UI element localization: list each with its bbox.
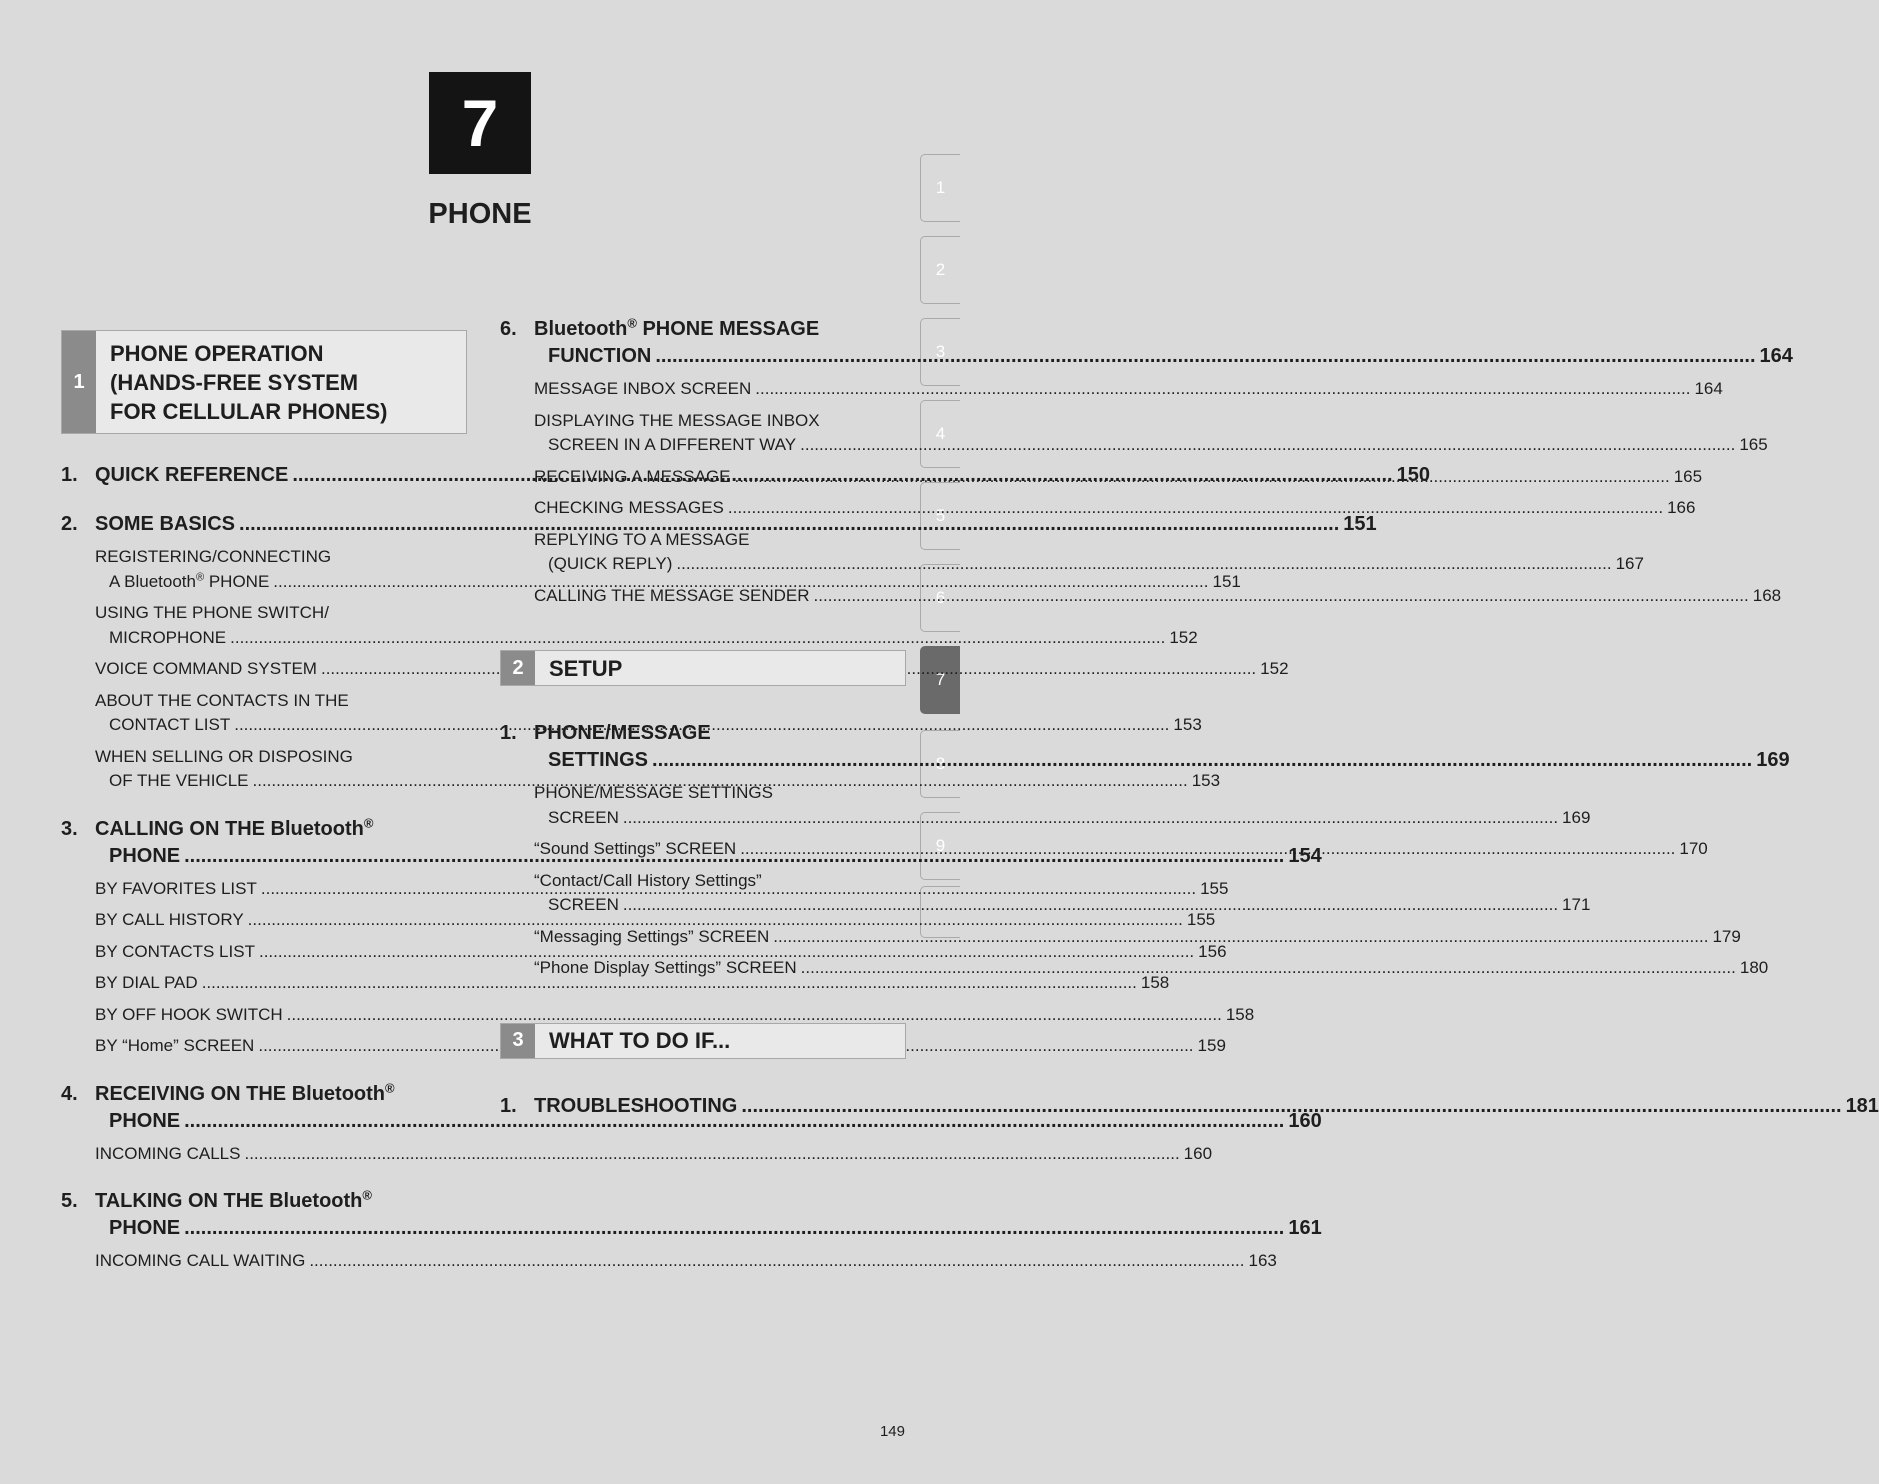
page-ref: 169: [1562, 807, 1591, 827]
page-ref: 164: [1694, 379, 1723, 398]
chapter-number: 7: [461, 86, 499, 160]
page-ref: 181: [1845, 1094, 1879, 1117]
item-label: BY CALL HISTORY: [95, 910, 244, 929]
chapter-label: PHONE/MESSAGE: [534, 722, 711, 744]
page-number: 149: [879, 1423, 905, 1440]
page-ref: 156: [1198, 941, 1227, 961]
page-ref: 180: [1739, 958, 1769, 977]
item-label: RECEIVING A MESSAGE: [534, 466, 731, 486]
page-ref: 160: [1183, 1143, 1213, 1163]
chapter-num: 4.: [61, 1082, 78, 1105]
toc-item[interactable]: [95, 601, 1198, 650]
item-label: INCOMING CALL WAITING: [95, 1251, 306, 1270]
item-label: CHECKING MESSAGES: [534, 498, 724, 517]
toc-chapter-4[interactable]: 4. RECEIVING ON THE Bluetooth® PHONE ..... 160: [61, 1081, 467, 1135]
item-label: OF THE VEHICLE: [109, 771, 249, 790]
page-ref: 165: [1739, 435, 1768, 454]
toc-item[interactable]: [534, 584, 1782, 609]
chapter-label: SOME BASICS: [95, 513, 236, 535]
toc-item[interactable]: [534, 925, 1741, 950]
page-ref: 164: [1759, 345, 1793, 367]
page-ref: 165: [1673, 466, 1703, 486]
section-number: 3: [501, 1024, 535, 1058]
toc-item[interactable]: [534, 409, 1768, 458]
chapter-label: QUICK REFERENCE: [95, 464, 289, 486]
item-label: A Bluetooth: [109, 571, 196, 591]
page-ref: 150: [1396, 464, 1430, 486]
page-ref: 154: [1288, 844, 1322, 867]
item-label: “Contact/Call History Settings”: [534, 870, 762, 890]
page-ref: 166: [1667, 498, 1696, 517]
section-2-header: [500, 650, 906, 686]
chapter-label: RECEIVING ON THE Bluetooth: [95, 1082, 385, 1105]
toc-item[interactable]: [534, 781, 1591, 830]
toc-item[interactable]: [534, 377, 1723, 402]
toc-item[interactable]: [95, 971, 1170, 996]
page-ref: 167: [1615, 554, 1644, 573]
item-label: INCOMING CALLS: [95, 1143, 241, 1163]
chapter-label: TALKING ON THE Bluetooth: [95, 1190, 363, 1212]
page-ref: 155: [1186, 910, 1216, 929]
section-title-line: PHONE OPERATION: [110, 340, 324, 366]
item-label: CALLING THE MESSAGE SENDER: [534, 585, 810, 605]
chapter-label: PHONE: [109, 844, 181, 867]
page-ref: 179: [1712, 926, 1741, 946]
chapter-num: 1.: [500, 722, 517, 744]
item-label: REGISTERING/CONNECTING: [95, 547, 332, 566]
page-ref: 159: [1197, 1036, 1226, 1055]
item-label: “Phone Display Settings” SCREEN: [534, 958, 797, 977]
section-number: 2: [501, 651, 535, 685]
chapter-num: 6.: [500, 318, 517, 340]
toc-chapter-5[interactable]: 5. TALKING ON THE Bluetooth® PHONE ..... 161: [61, 1188, 467, 1242]
section-number: 1: [62, 331, 96, 433]
toc-item[interactable]: [95, 1142, 1213, 1167]
section-title: SETUP: [549, 655, 623, 681]
chapter-label: FUNCTION: [548, 345, 652, 367]
chapter-label: TROUBLESHOOTING: [534, 1094, 738, 1117]
toc-item[interactable]: REGISTERING/CONNECTING A Bluetooth® PHONE ..... 151: [95, 545, 467, 594]
item-label: CONTACT LIST: [109, 715, 231, 734]
page-ref: 169: [1756, 749, 1790, 771]
page-ref: 152: [1169, 627, 1198, 647]
item-label: USING THE PHONE SWITCH/: [95, 603, 329, 622]
item-label: REPLYING TO A MESSAGE: [534, 529, 750, 549]
chapter-label: PHONE MESSAGE: [636, 318, 820, 340]
tab-6[interactable]: 6: [920, 564, 960, 632]
item-label: WHEN SELLING OR DISPOSING: [95, 746, 353, 766]
tab-5[interactable]: 5: [920, 482, 960, 550]
chapter-num: 1.: [61, 464, 78, 486]
item-label: MESSAGE INBOX SCREEN: [534, 379, 752, 398]
page-ref: 163: [1248, 1251, 1277, 1270]
item-label: “Messaging Settings” SCREEN: [534, 926, 770, 946]
toc-item[interactable]: [534, 528, 1644, 577]
section-3-header: [500, 1023, 906, 1059]
item-label: MICROPHONE: [109, 627, 227, 647]
page-ref: 151: [1212, 571, 1241, 591]
item-label: ABOUT THE CONTACTS IN THE: [95, 690, 349, 710]
toc-item[interactable]: [95, 940, 1227, 965]
page-ref: 151: [1343, 513, 1377, 535]
section-1-header: [61, 330, 467, 434]
tab-2[interactable]: 2: [920, 236, 960, 304]
item-label: SCREEN: [548, 807, 619, 827]
item-label: SCREEN: [548, 895, 619, 914]
item-label: VOICE COMMAND SYSTEM: [95, 659, 317, 678]
toc-item[interactable]: [534, 956, 1769, 981]
page-ref: 171: [1562, 895, 1591, 914]
page-ref: 153: [1191, 771, 1221, 790]
page-ref: 153: [1173, 715, 1202, 734]
toc-chapter-6[interactable]: 6. Bluetooth® PHONE MESSAGE FUNCTION ..... 164: [500, 316, 906, 370]
toc-chapter-2[interactable]: [61, 511, 1377, 538]
tab-4[interactable]: 4: [920, 400, 960, 468]
section-title-line: (HANDS-FREE SYSTEM: [110, 369, 359, 395]
chapter-number-box: [429, 72, 531, 174]
page-ref: 158: [1140, 973, 1170, 992]
item-label: DISPLAYING THE MESSAGE INBOX: [534, 410, 820, 430]
chapter-label: PHONE: [109, 1217, 181, 1239]
toc-item[interactable]: [95, 1249, 1277, 1274]
section-title: WHAT TO DO IF...: [549, 1028, 731, 1053]
chapter-num: 3.: [61, 817, 78, 840]
item-label: BY FAVORITES LIST: [95, 878, 257, 898]
item-label: “Sound Settings” SCREEN: [534, 839, 737, 858]
page-ref: 170: [1679, 839, 1708, 858]
page-ref: 160: [1288, 1109, 1322, 1132]
tab-8[interactable]: 8: [920, 730, 960, 798]
page-ref: 168: [1752, 585, 1782, 605]
item-label: BY CONTACTS LIST: [95, 941, 255, 961]
section-title-line: FOR CELLULAR PHONES): [110, 398, 388, 424]
chapter-label: SETTINGS: [548, 749, 649, 771]
chapter-label: PHONE: [109, 1109, 181, 1132]
chapter-title: PHONE: [428, 198, 532, 230]
toc-item[interactable]: [534, 496, 1696, 521]
item-label: PHONE/MESSAGE SETTINGS: [534, 783, 773, 802]
item-label: BY DIAL PAD: [95, 973, 198, 992]
toc-item[interactable]: [95, 908, 1216, 933]
page-ref: 158: [1225, 1004, 1255, 1024]
tab-9[interactable]: 9: [920, 812, 960, 880]
tab-3[interactable]: 3: [920, 318, 960, 386]
tab-1[interactable]: 1: [920, 154, 960, 222]
toc-item[interactable]: [95, 1003, 1255, 1028]
item-label: BY OFF HOOK SWITCH: [95, 1004, 283, 1024]
chapter-label: CALLING ON THE Bluetooth: [95, 817, 364, 840]
chapter-num: 5.: [61, 1190, 78, 1212]
chapter-num: 1.: [500, 1094, 517, 1117]
item-label: BY “Home” SCREEN: [95, 1036, 255, 1055]
item-label: SCREEN IN A DIFFERENT WAY: [548, 435, 797, 454]
page-ref: 161: [1288, 1217, 1322, 1239]
item-label: (QUICK REPLY): [548, 554, 673, 573]
tab-7[interactable]: 7: [920, 646, 960, 714]
toc-chapter-troubleshooting[interactable]: [500, 1093, 1879, 1120]
page-ref: 155: [1200, 878, 1229, 898]
page-ref: 152: [1260, 659, 1289, 678]
chapter-label: Bluetooth: [534, 318, 628, 340]
chapter-num: 2.: [61, 513, 78, 535]
item-label: PHONE: [204, 571, 270, 591]
toc-chapter-3[interactable]: 3. CALLING ON THE Bluetooth® PHONE ..... 154: [61, 816, 467, 870]
